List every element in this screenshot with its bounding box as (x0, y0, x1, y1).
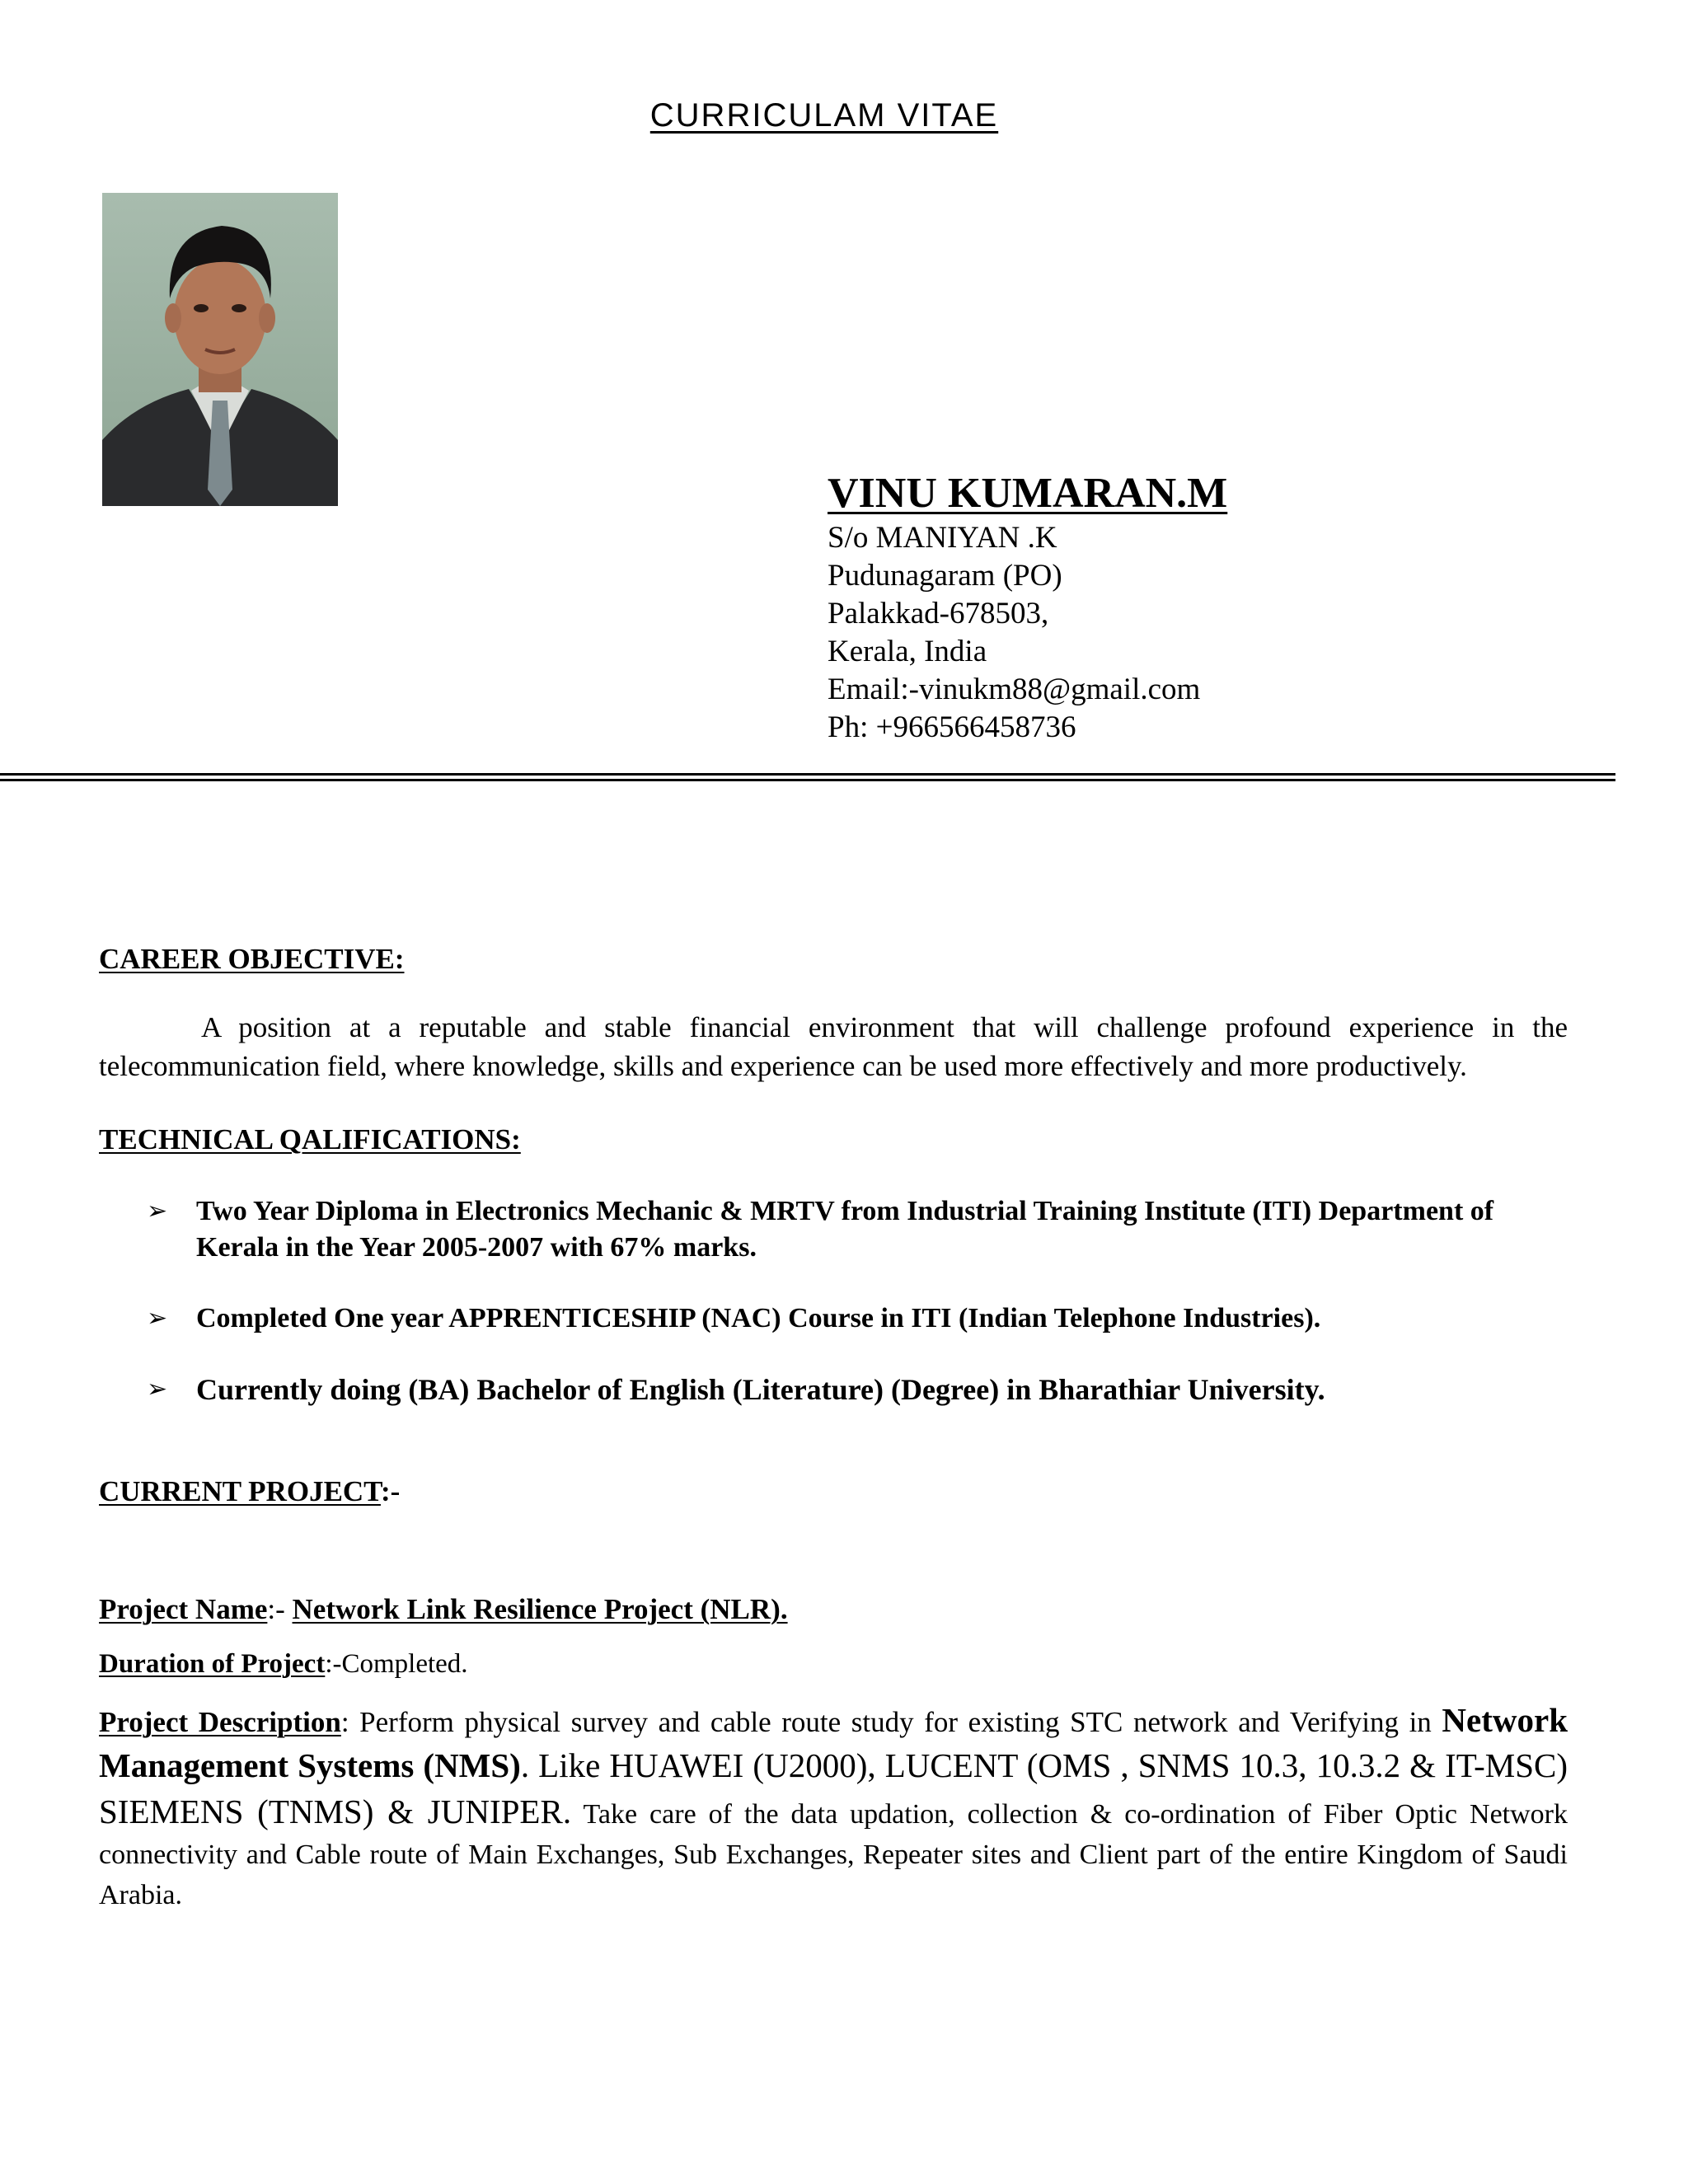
arrow-bullet-icon: ➢ (147, 1197, 168, 1226)
address-city: Palakkad-678503, (828, 597, 1049, 630)
qualifications-list (99, 1193, 1568, 1408)
project-duration-value: :-Completed. (325, 1649, 468, 1679)
career-objective-heading: CAREER OBJECTIVE: (99, 943, 405, 975)
project-duration-label: Duration of Project (99, 1649, 326, 1679)
header-divider (0, 773, 1615, 781)
project-description-label: Project Description (99, 1706, 341, 1738)
qualification-item: ➢ Completed One year APPRENTICESHIP (NAC) Course in ITI (Indian Telephone Industries). (99, 1301, 1568, 1337)
project-duration (99, 1645, 1568, 1684)
project-name-value: Network Link Resilience Project (NLR). (292, 1593, 788, 1625)
project-name-label: Project Name (99, 1593, 268, 1625)
arrow-bullet-icon: ➢ (147, 1304, 168, 1333)
arrow-bullet-icon: ➢ (147, 1375, 168, 1404)
address-post: Pudunagaram (PO) (828, 559, 1062, 593)
technical-qualifications-heading: TECHNICAL QALIFICATIONS: (99, 1123, 521, 1155)
email[interactable]: Email:-vinukm88@gmail.com (828, 673, 1201, 706)
qualification-item: ➢ Currently doing (BA) Bachelor of English (Literature) (Degree) in Bharathiar University. (147, 1373, 1325, 1406)
qualification-item: ➢ Two Year Diploma in Electronics Mechanic & MRTV from Industrial Training Institute (ITI) Department of Kerala in the Year 2005-2007 with 67% marks. (99, 1193, 1568, 1266)
project-description: Project Description: Perform physical survey and cable route study for existing STC network and Verifying in Network Management Systems (NMS). Like HUAWEI (U2000), LUCENT (OMS , SNMS 10.3, 10.3.2 & IT-MSC) SIEMENS (TNMS) & JUNIPER. Take care of the data updation, collection & co-ordination of Fiber Optic Network connectivity and Cable route of Main Exchanges, Sub Exchanges, Repeater sites and Client part of the entire Kingdom of Saudi Arabia. (99, 1701, 1568, 1910)
document-title: CURRICULAM VITAE (649, 97, 999, 134)
phone: Ph: +966566458736 (828, 710, 1076, 744)
current-project-heading: CURRENT PROJECT:- (99, 1475, 401, 1507)
profile-photo (102, 193, 338, 506)
career-objective-text: A position at a reputable and stable financial environment that will challenge profound experience in the telecommunication field, where knowledge, skills and experience can be used more effectively and more productively. (99, 1011, 1568, 1082)
project-name: Project Name:- Network Link Resilience Project (NLR). (99, 1593, 788, 1625)
contact-block (828, 466, 1227, 747)
parent-name: S/o MANIYAN .K (828, 521, 1057, 555)
resume-body (99, 940, 1568, 1915)
address-state: Kerala, India (828, 635, 987, 668)
candidate-name: VINU KUMARAN.M (828, 470, 1228, 517)
